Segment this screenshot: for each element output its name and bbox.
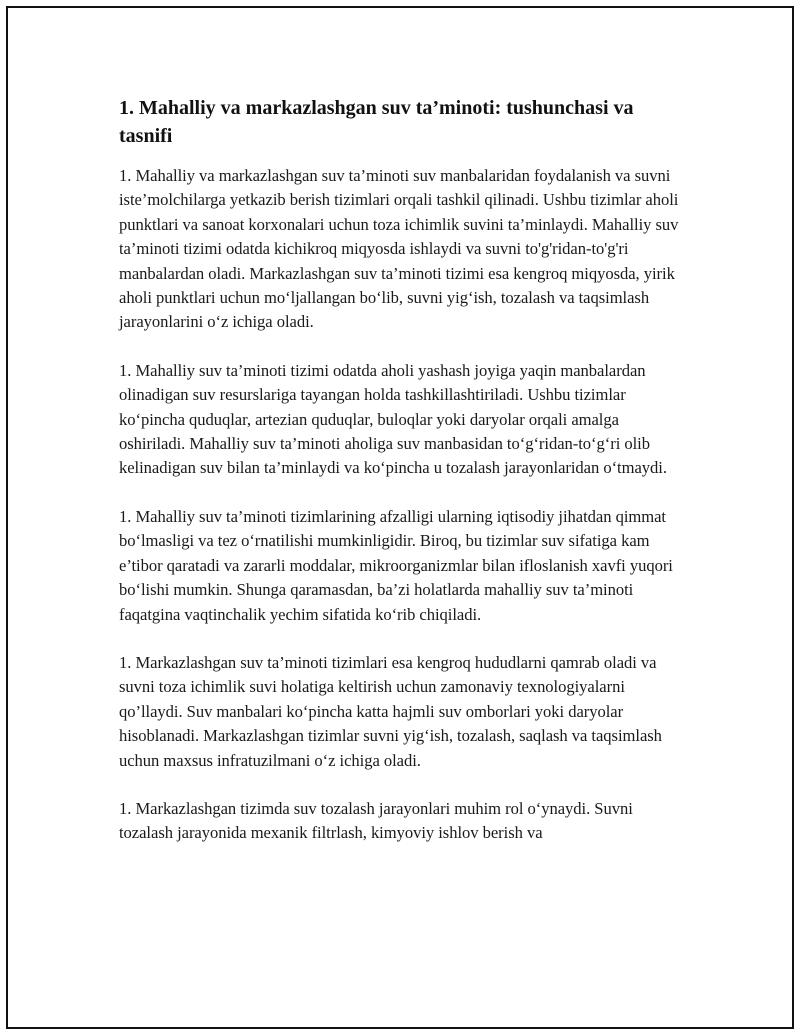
paragraph-3: 1. Mahalliy suv ta’minoti tizimlarining afzalligi ularning iqtisodiy jihatdan qimmat bo‘lmasligi va tez o‘rnatilishi mumkinligidir. Biroq, bu tizimlar suv sifatiga kam e’tibor qaratadi va zararli moddalar, mikroorganizmlar bilan ifloslanish xavfi yuqori bo‘lishi mumkin. Shunga qaramasdan, ba’zi holatlarda mahalliy suv ta’minoti faqatgina vaqtinchalik yechim sifatida ko‘rib chiqiladi.	[119, 506, 673, 624]
document-body	[119, 94, 689, 870]
paragraph-1: 1. Mahalliy va markazlashgan suv ta’minoti suv manbalaridan foydalanish va suvni iste’molchilarga yetkazib berish tizimlari orqali tashkil qilinadi. Ushbu tizimlar aholi punktlari va sanoat korxonalari uchun toza ichimlik suvini ta’minlaydi. Mahalliy suv ta’minoti tizimi odatda kichikroq miqyosda ishlaydi va suvni to'g'ridan-to'g'ri manbalardan oladi. Markazlashgan suv ta’minoti tizimi esa kengroq miqyosda, yirik aholi punktlari uchun mo‘ljallangan bo‘lib, suvni yig‘ish, tozalash va taqsimlash jarayonlarini o‘z ichiga oladi.	[119, 166, 679, 332]
paragraph-4: 1. Markazlashgan suv ta’minoti tizimlari esa kengroq hududlarni qamrab oladi va suvni toza ichimlik suvi holatiga keltirish uchun zamonaviy texnologiyalarni qo’llaydi. Suv manbalari ko‘pincha katta hajmli suv omborlari yoki daryolar hisoblanadi. Markazlashgan tizimlar suvni yig‘ish, tozalash, saqlash va taqsimlash uchun maxsus infratuzilmani o‘z ichiga oladi.	[119, 652, 662, 770]
document-page	[6, 6, 794, 1029]
paragraph-2: 1. Mahalliy suv ta’minoti tizimi odatda aholi yashash joyiga yaqin manbalardan olinadigan suv resurslariga tayangan holda tashkillashtiriladi. Ushbu tizimlar ko‘pincha quduqlar, artezian quduqlar, buloqlar yoki daryolar orqali amalga oshiriladi. Mahalliy suv ta’minoti aholiga suv manbasidan to‘g‘ridan-to‘g‘ri olib kelinadigan suv bilan ta’minlaydi va ko‘pincha u tozalash jarayonlaridan o‘tmaydi.	[119, 360, 667, 478]
section-heading: 1. Mahalliy va markazlashgan suv ta’minoti: tushunchasi va tasnifi	[119, 97, 634, 147]
paragraph-5: 1. Markazlashgan tizimda suv tozalash jarayonlari muhim rol o‘ynaydi. Suvni tozalash jarayonida mexanik filtrlash, kimyoviy ishlov berish va	[119, 798, 633, 843]
